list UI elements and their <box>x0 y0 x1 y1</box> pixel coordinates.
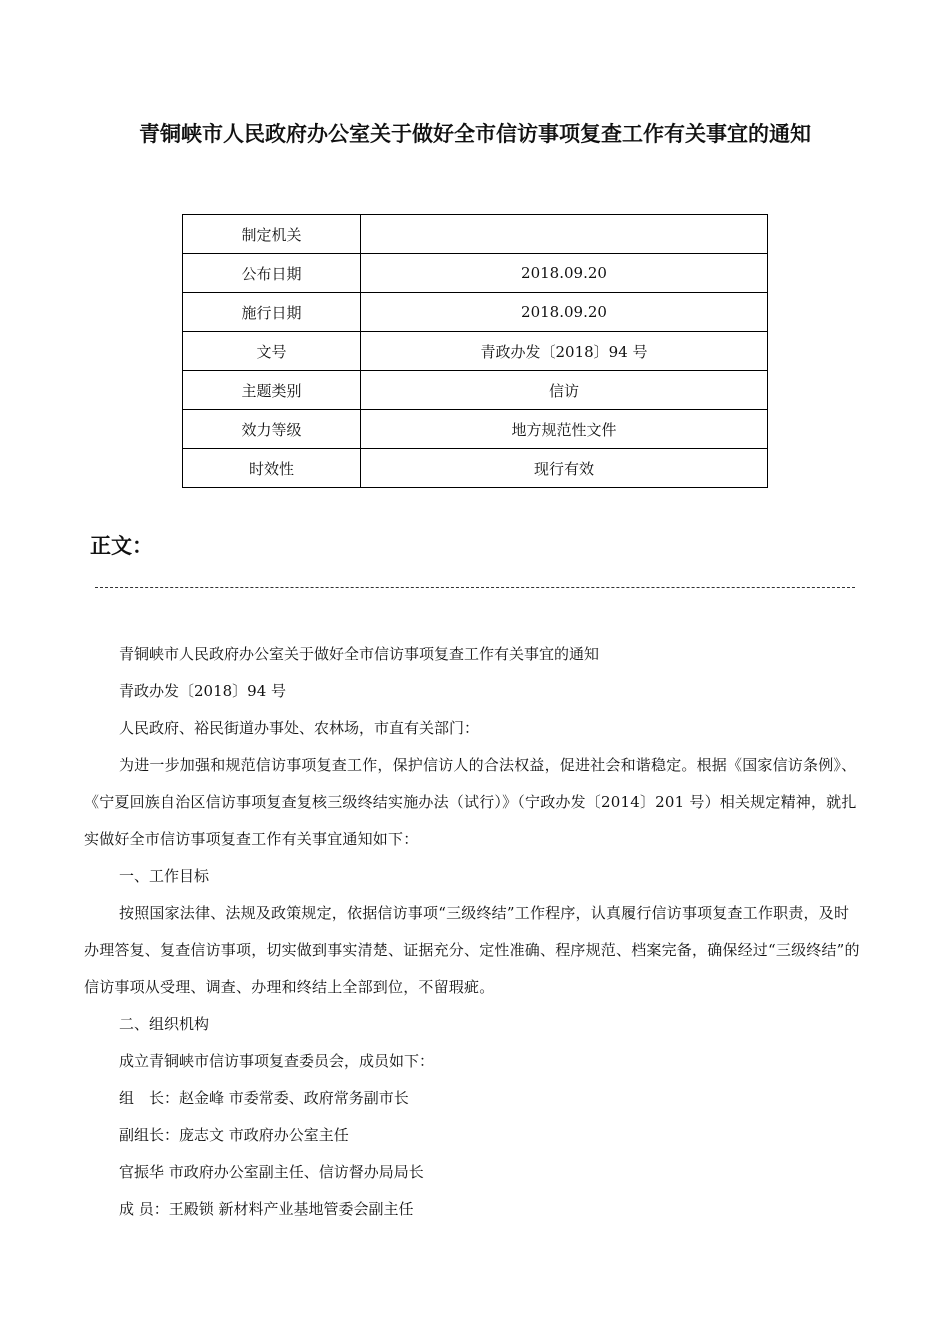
section-heading: 一、工作目标 <box>119 867 210 885</box>
paragraph: 成立青铜峡市信访事项复查委员会，成员如下： <box>119 1052 435 1070</box>
meta-label: 施行日期 <box>183 293 361 332</box>
member-line: 官振华 市政府办公室副主任、信访督办局局长 <box>119 1163 424 1181</box>
table-row <box>183 332 768 371</box>
meta-label: 公布日期 <box>183 254 361 293</box>
meta-label: 制定机关 <box>183 215 361 254</box>
table-row <box>183 215 768 254</box>
divider-line <box>95 587 855 588</box>
meta-value: 2018.09.20 <box>361 254 768 293</box>
meta-value: 现行有效 <box>361 449 768 488</box>
paragraph: 人民政府、裕民街道办事处、农林场，市直有关部门： <box>119 719 480 737</box>
metadata-table <box>182 214 768 488</box>
meta-value <box>361 215 768 254</box>
meta-value: 地方规范性文件 <box>361 410 768 449</box>
meta-label: 效力等级 <box>183 410 361 449</box>
table-row <box>183 371 768 410</box>
paragraph: 青政办发〔2018〕94 号 <box>119 682 287 700</box>
member-line: 副组长：庞志文 市政府办公室主任 <box>119 1126 349 1144</box>
meta-value: 信访 <box>361 371 768 410</box>
paragraph: 按照国家法律、法规及政策规定，依据信访事项“三级终结”工作程序，认真履行信访事项复查工作职责，及时办理答复、复查信访事项，切实做到事实清楚、证据充分、定性准确、程序规范、档案完备，确保经过“三级终结”的信访事项从受理、调查、办理和终结上全部到位，不留瑕疵。 <box>84 904 860 996</box>
paragraph: 青铜峡市人民政府办公室关于做好全市信访事项复查工作有关事宜的通知 <box>119 645 600 663</box>
dashed-divider <box>95 578 855 594</box>
section-heading: 二、组织机构 <box>119 1015 210 1033</box>
member-line: 成 员：王殿锁 新材料产业基地管委会副主任 <box>119 1200 414 1218</box>
document-title: 青铜峡市人民政府办公室关于做好全市信访事项复查工作有关事宜的通知 <box>139 122 811 146</box>
table-row <box>183 254 768 293</box>
table-row <box>183 410 768 449</box>
table-row <box>183 293 768 332</box>
meta-label: 文号 <box>183 332 361 371</box>
member-line: 组 长：赵金峰 市委常委、政府常务副市长 <box>119 1089 409 1107</box>
meta-value: 青政办发〔2018〕94 号 <box>361 332 768 371</box>
table-row <box>183 449 768 488</box>
meta-label: 主题类别 <box>183 371 361 410</box>
meta-label: 时效性 <box>183 449 361 488</box>
paragraph: 为进一步加强和规范信访事项复查工作，保护信访人的合法权益，促进社会和谐稳定。根据《国家信访条例》、《宁夏回族自治区信访事项复查复核三级终结实施办法（试行）》（宁政办发〔2014〕201 号）相关规定精神，就扎实做好全市信访事项复查工作有关事宜通知如下： <box>84 756 857 848</box>
body-heading: 正文： <box>90 533 153 558</box>
body-content <box>84 636 864 1228</box>
meta-value: 2018.09.20 <box>361 293 768 332</box>
